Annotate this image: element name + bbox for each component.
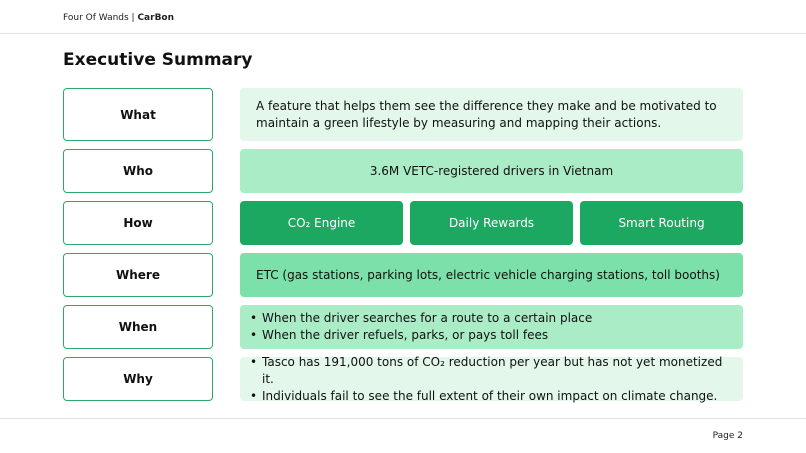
row-content-why [240, 354, 743, 403]
who-text: 3.6M VETC-registered drivers in Vietnam [369, 164, 614, 178]
where-text: ETC (gas stations, parking lots, electric vehicle charging stations, toll booths) [256, 268, 720, 282]
row-label-what: What [63, 88, 213, 141]
how-item-co2-engine [240, 201, 403, 245]
row-content-what [240, 88, 743, 141]
list-item: • Individuals fail to see the full extent of their own impact on climate change. [262, 388, 729, 405]
top-bar [0, 0, 806, 34]
row-content-where [240, 253, 743, 297]
product-name: CarBon [137, 13, 175, 23]
what-text: A feature that helps them see the difference they make and be motivated to maintain a green lifestyle by measuring and mapping their actions. [256, 99, 717, 130]
list-item: • When the driver searches for a route to a certain place [262, 310, 729, 327]
row-label-when: When [63, 305, 213, 349]
row-label-how: How [63, 201, 213, 245]
how-item-label: CO₂ Engine [287, 216, 356, 230]
list-item: • Tasco has 191,000 tons of CO₂ reduction per year but has not yet monetized it. [262, 354, 729, 388]
row-content-who [240, 149, 743, 193]
brand-header [63, 13, 174, 23]
brand-separator: | [128, 13, 138, 23]
list-item: • When the driver refuels, parks, or pays toll fees [262, 327, 729, 344]
row-label-why: Why [63, 357, 213, 401]
footer-divider [0, 418, 806, 419]
how-item-smart-routing [580, 201, 743, 245]
why-bullets [240, 354, 743, 403]
when-bullets [240, 305, 743, 349]
how-item-label: Smart Routing [618, 216, 705, 230]
row-content-when [240, 305, 743, 349]
how-item-label: Daily Rewards [448, 216, 535, 230]
page-title: Executive Summary [63, 50, 253, 70]
row-label-who: Who [63, 149, 213, 193]
row-label-where: Where [63, 253, 213, 297]
how-item-daily-rewards [410, 201, 573, 245]
page-number: Page 2 [712, 431, 743, 441]
company-name: Four Of Wands [63, 13, 129, 23]
